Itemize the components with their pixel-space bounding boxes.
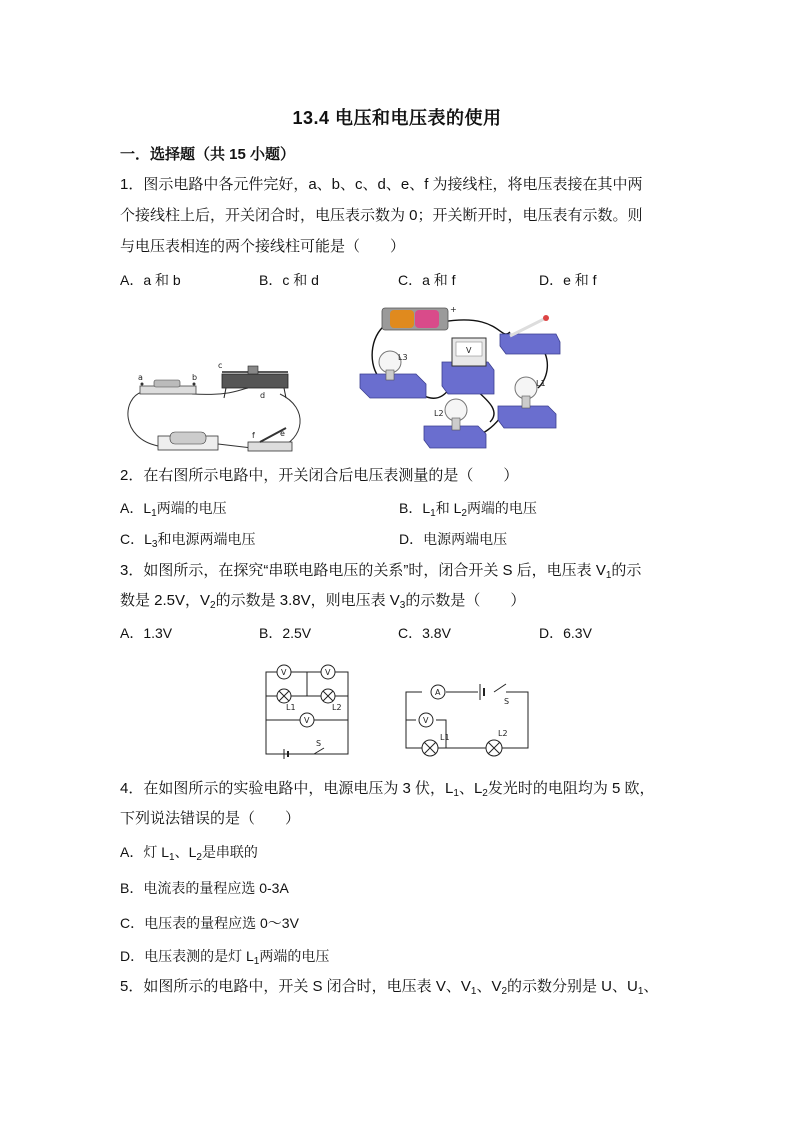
q1-line3: 与电压表相连的两个接线柱可能是（ ） xyxy=(120,238,406,255)
q3-label-v3: V xyxy=(304,716,310,725)
q3-label-l1: L1 xyxy=(286,703,296,712)
svg-text:+: + xyxy=(450,305,457,314)
q3-line1: 3．如图所示，在探究“串联电路电压的关系”时，闭合开关 S 后，电压表 $V_1$的示 xyxy=(120,562,642,581)
q1-label-c: c xyxy=(218,361,223,370)
q2-option-b: B．$L_1$和 $L_2$两端的电压 xyxy=(399,500,537,519)
q1-label-e: e xyxy=(280,429,285,438)
q4-line2: 下列说法错误的是（ ） xyxy=(120,810,301,827)
q2-option-c: C．$L_3$和电源两端电压 xyxy=(120,531,256,550)
q1-circuit-figure xyxy=(120,358,310,458)
q3-label-v1: V xyxy=(281,668,287,677)
q3-option-a: A．1.3V xyxy=(120,625,173,641)
q4-line1: 4．在如图所示的实验电路中，电源电压为 3 伏，$L_1$、$L_2$发光时的电阻均为 5 欧， xyxy=(120,780,655,799)
q1-label-f: f xyxy=(252,431,255,440)
q2-option-a: A．$L_1$两端的电压 xyxy=(120,500,227,519)
q3-option-c: C．3.8V xyxy=(398,625,451,641)
q5-line1: 5．如图所示的电路中，开关 S 闭合时，电压表 V、$V_1$、$V_2$的示数分别是 U、$U_1$、 xyxy=(120,978,659,997)
q1-line1: 1．图示电路中各元件完好，a、b、c、d、e、f 为接线柱，将电压表接在其中两 xyxy=(120,176,643,193)
q3-option-d: D．6.3V xyxy=(539,625,592,641)
q4-option-a: A．灯 $L_1$、$L_2$是串联的 xyxy=(120,844,258,863)
q1-option-a: A．a 和 b xyxy=(120,272,181,288)
page-title: 13.4 电压和电压表的使用 xyxy=(292,108,502,128)
q2-circuit-figure xyxy=(360,302,560,452)
q3-label-v2: V xyxy=(325,668,331,677)
q4-label-s: S xyxy=(504,697,510,706)
q1-option-c: C．a 和 f xyxy=(398,272,456,288)
q1-line2: 个接线柱上后，开关闭合时，电压表示数为 0；开关断开时，电压表有示数。则 xyxy=(120,207,643,224)
q3-circuit-figure xyxy=(262,660,352,756)
q2-label-l2: L2 xyxy=(434,409,444,418)
q3-option-b: B．2.5V xyxy=(259,625,312,641)
q3-label-s: S xyxy=(316,739,322,748)
q4-label-l2: L2 xyxy=(498,729,508,738)
q1-option-b: B．c 和 d xyxy=(259,272,319,288)
q4-option-c: C．电压表的量程应选 0～3V xyxy=(120,915,299,931)
q1-label-a: a xyxy=(138,373,143,382)
q4-option-d: D．电压表测的是灯 $L_1$两端的电压 xyxy=(120,948,330,967)
q1-label-b: b xyxy=(192,373,198,382)
q4-label-a: A xyxy=(435,688,441,697)
q2-option-d: D．电源两端电压 xyxy=(399,531,508,547)
q4-option-b: B．电流表的量程应选 0-3A xyxy=(120,880,289,896)
q2-label-l3: L3 xyxy=(398,353,408,362)
q4-label-v: V xyxy=(423,716,429,725)
q1-option-d: D．e 和 f xyxy=(539,272,597,288)
q3-label-l2: L2 xyxy=(332,703,342,712)
q4-label-l1: L1 xyxy=(440,733,450,742)
q1-label-d: d xyxy=(260,391,266,400)
q2-label-l1: L1 xyxy=(536,379,546,388)
q3-line2: 数是 2.5V，$V_2$的示数是 3.8V，则电压表 $V_3$的示数是（ ） xyxy=(120,592,526,611)
q2-line1: 2．在右图所示电路中，开关闭合后电压表测量的是（ ） xyxy=(120,467,519,484)
section-heading: 一．选择题（共 15 小题） xyxy=(120,146,296,163)
q2-label-v: V xyxy=(466,346,472,355)
q4-circuit-figure xyxy=(402,680,532,754)
